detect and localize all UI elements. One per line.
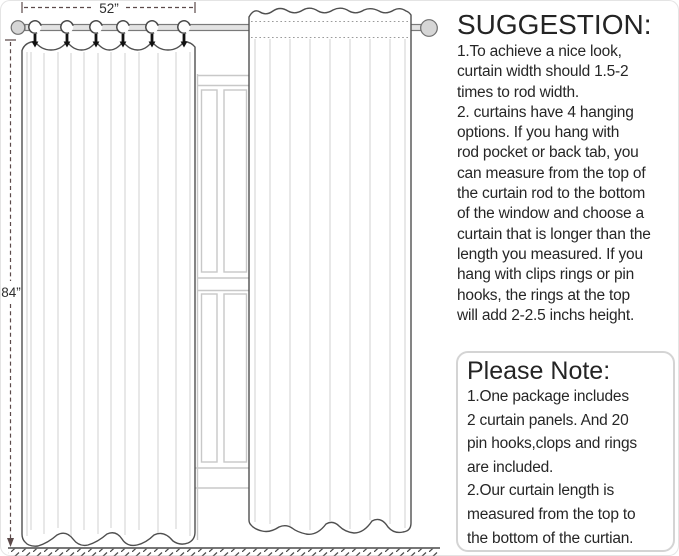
suggestion-line: times to rod width. <box>457 83 579 101</box>
note-line: 2.Our curtain length is <box>467 482 615 500</box>
note-title: Please Note: <box>467 357 611 385</box>
curtain-ring <box>115 19 131 35</box>
suggestion-line: hooks, the rings at the top <box>457 286 630 304</box>
floor <box>8 548 440 556</box>
window <box>194 74 250 540</box>
note-line: the bottom of the curtian. <box>467 529 634 547</box>
note-line: are included. <box>467 458 554 476</box>
rod-finial-left <box>11 21 25 35</box>
please-note-box <box>456 351 675 552</box>
curtain-length-measurement <box>1 40 21 547</box>
note-line: 2 curtain panels. And 20 <box>467 411 629 429</box>
suggestion-line: the curtain rod to the bottom <box>457 185 646 203</box>
suggestion-text <box>457 42 679 326</box>
rod-width-measurement <box>22 1 195 16</box>
curtain-ring <box>176 19 192 35</box>
note-text <box>467 385 673 550</box>
curtain-length-label: 84” <box>1 285 21 300</box>
note-line: measured from the top to <box>467 505 636 523</box>
note-line: pin hooks,clops and rings <box>467 435 637 453</box>
suggestion-line: curtain that is longer than the <box>457 225 651 243</box>
curtain-ring <box>144 19 160 35</box>
rod-width-label: 52” <box>99 1 119 16</box>
suggestion-line: of the window and choose a <box>457 205 644 223</box>
suggestion-line: 1.To achieve a nice look, <box>457 43 622 60</box>
suggestion-line: can measure from the top of <box>457 164 646 182</box>
curtain-ring <box>27 19 43 35</box>
note-line: 1.One package includes <box>467 388 629 405</box>
suggestion-line: length you measured. If you <box>457 245 643 263</box>
suggestion-line: hang with clips rings or pin <box>457 266 635 284</box>
suggestion-section <box>457 10 678 40</box>
suggestion-line: curtain width should 1.5-2 <box>457 63 629 81</box>
curtain-clips <box>32 34 188 48</box>
left-curtain-panel <box>22 42 195 547</box>
right-curtain-panel <box>249 8 411 534</box>
suggestion-line: 2. curtains have 4 hanging <box>457 103 634 121</box>
rod-finial-right <box>421 20 438 37</box>
suggestion-line: will add 2-2.5 inchs height. <box>457 306 635 324</box>
curtain-ring <box>88 19 104 35</box>
suggestion-title: SUGGESTION: <box>457 9 652 40</box>
suggestion-line: rod pocket or back tab, you <box>457 144 639 162</box>
curtain-ring <box>59 19 75 35</box>
suggestion-line: options. If you hang with <box>457 124 620 142</box>
